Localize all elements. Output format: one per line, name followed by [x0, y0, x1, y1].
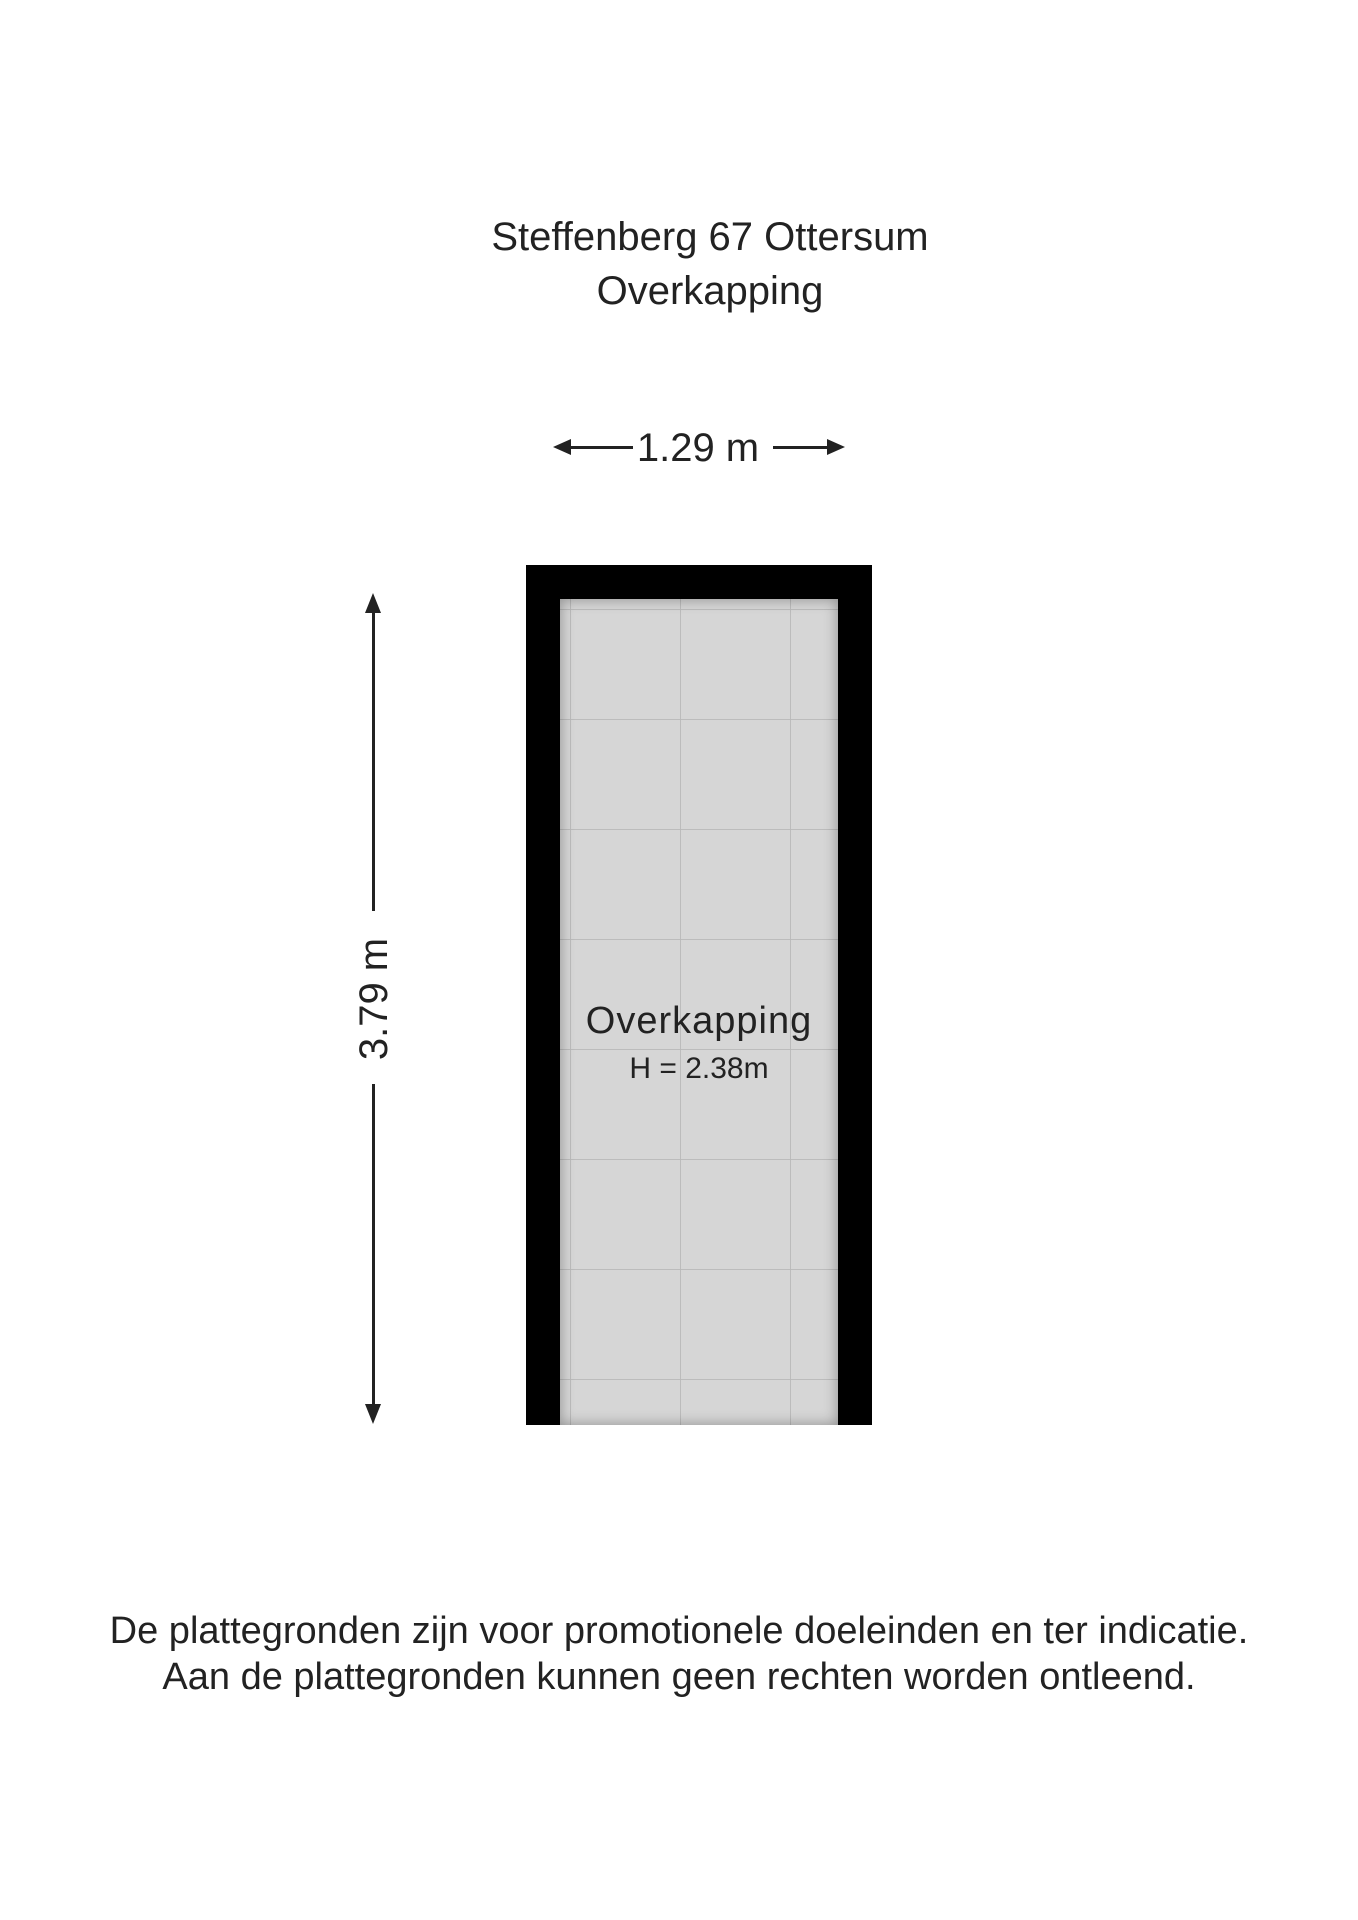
width-label: 1.29 m [636, 426, 760, 470]
arrow-up-icon [365, 593, 381, 613]
length-label: 3.79 m [352, 937, 396, 1061]
width-dimension-line-right [773, 446, 829, 449]
floor-title: Overkapping [596, 269, 824, 313]
plan-title [0, 210, 1358, 318]
width-dimension [553, 420, 843, 476]
length-dimension-line-top [372, 611, 375, 911]
arrow-right-icon [827, 439, 845, 455]
arrow-down-icon [365, 1404, 381, 1424]
disclaimer-line-2: Aan de plattegronden kunnen geen rechten worden ontleend. [162, 1656, 1196, 1698]
disclaimer [0, 1608, 1358, 1700]
address-title: Steffenberg 67 Ottersum [491, 215, 929, 259]
room-walls [526, 565, 872, 1425]
length-dimension [350, 593, 410, 1423]
room-name: Overkapping [585, 1000, 813, 1042]
length-dimension-line-bottom [372, 1084, 375, 1404]
width-dimension-line-left [567, 446, 633, 449]
room-height: H = 2.38m [629, 1052, 769, 1085]
room-floor [560, 599, 838, 1425]
disclaimer-line-1: De plattegronden zijn voor promotionele doeleinden en ter indicatie. [109, 1610, 1249, 1652]
